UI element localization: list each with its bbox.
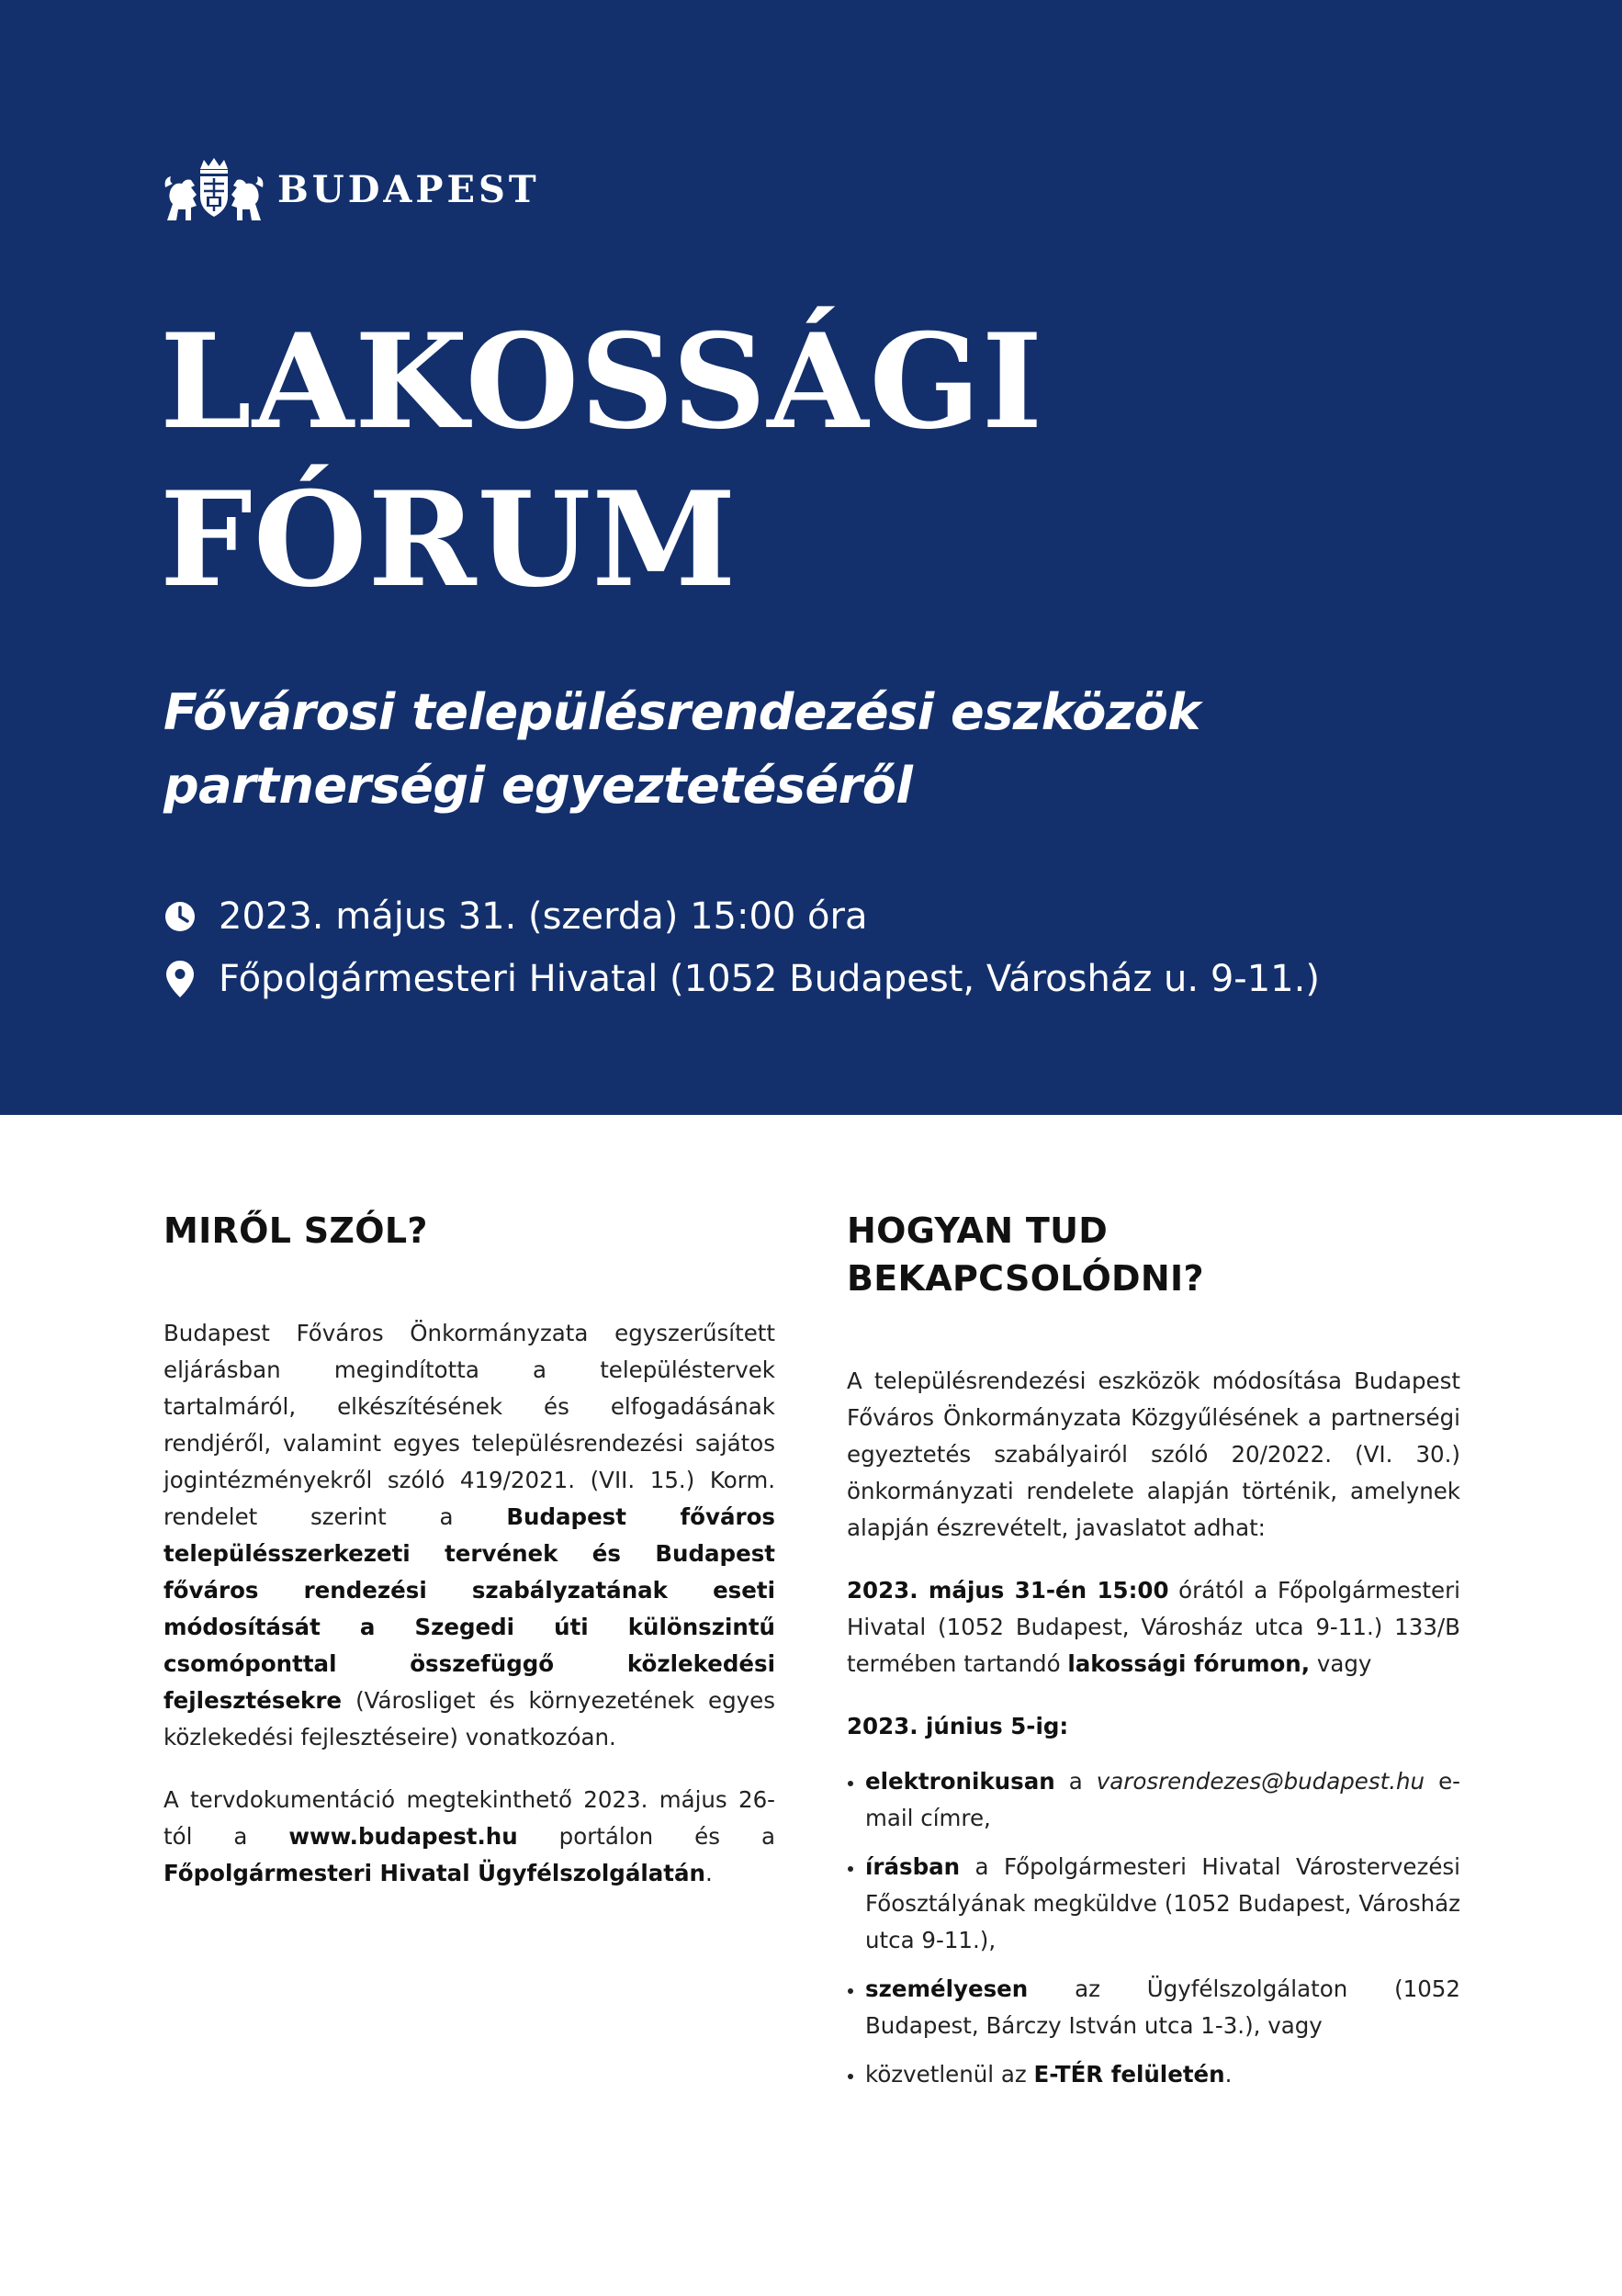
forum-label: lakossági fórumon, [1067,1650,1311,1677]
about-p2-mid: portálon és a [517,1823,775,1850]
method-label: írásban [865,1853,961,1880]
about-paragraph-1 [163,1315,775,1756]
about-p1-bold: Budapest főváros településszerkezeti tervének és Budapest főváros rendezési szabályzatának eseti módosítását a Szegedi úti különszintű csomóponttal összefüggő közlekedési fejlesztésekre [163,1503,775,1714]
hero-banner [0,0,1622,1115]
title-line-1: LAKOSSÁGI [160,306,1044,458]
about-section [163,1207,775,1918]
list-item [847,1763,1460,1837]
submission-methods-list [847,1763,1460,2093]
join-paragraph-2 [847,1572,1460,1683]
about-heading: MIRŐL SZÓL? [163,1210,428,1251]
about-p1-intro: Budapest Főváros Önkormányzata egyszerűsített eljárásban megindította a településtervek tartalmáról, elkészítésének és elfogadásának rendjéről, valamint egyes településrendezési sajátos jogintézményekről szóló 419/2021. (VII. 15.) Korm. rendelet szerint a [163,1320,775,1530]
join-heading: HOGYAN TUD BEKAPCSOLÓDNI? [847,1210,1204,1299]
join-p2-mid: órától a Főpolgármesteri Hivatal (1052 Budapest, Városház utca 9-11.) 133/B termében tartandó [847,1577,1460,1677]
method-rest: a Főpolgármesteri Hivatal Várostervezési Főosztályának megküldve (1052 Budapest, Városház utca 9-11.), [865,1853,1460,1953]
brand-name: BUDAPEST [277,168,540,211]
about-p2-bold: Főpolgármesteri Hivatal Ügyfélszolgálatán [163,1860,705,1886]
budapest-website-link[interactable]: www.budapest.hu [288,1823,518,1850]
deadline-text: 2023. június 5-ig: [847,1713,1069,1739]
subtitle-line-2: partnerségi egyeztetéséről [163,757,913,815]
title-line-2: FÓRUM [160,464,738,616]
about-p2-intro: A tervdokumentáció megtekinthető 2023. május 26-tól a [163,1786,775,1850]
join-paragraph-1: A településrendezési eszközök módosítása Budapest Főváros Önkormányzata Közgyűlésének a partnerségi egyeztetés szabályairól szóló 20/2022. (VI. 30.) önkormányzati rendelete alapján történik, amelynek alapján észrevételt, javaslatot adhat: [847,1367,1460,1541]
list-item [847,1971,1460,2044]
budapest-logo[interactable] [163,156,540,224]
join-p2-end: vagy [1310,1650,1372,1677]
event-date-text: 2023. május 31. (szerda) 15:00 óra [219,895,868,938]
about-paragraph-2 [163,1782,775,1892]
method-rest: az Ügyfélszolgálaton (1052 Budapest, Bárczy István utca 1-3.), vagy [865,1975,1460,2039]
page-title [160,303,1043,619]
about-p1-outro: (Városliget és környezetének egyes közlekedési fejlesztéseire) vonatkozóan. [163,1687,775,1750]
join-section [847,1207,1460,2105]
event-place-row [163,958,1320,1000]
email-link[interactable]: varosrendezes@budapest.hu [1096,1768,1425,1795]
location-pin-icon [163,961,197,997]
page-subtitle [163,676,1200,823]
subtitle-line-1: Fővárosi településrendezési eszközök [163,683,1200,741]
method-pre: közvetlenül az [865,2061,1034,2088]
event-date-row [163,895,868,938]
clock-icon [163,898,197,935]
budapest-coat-of-arms-icon [163,156,265,224]
list-item [847,1849,1460,1959]
deadline [847,1708,1460,1745]
method-label: elektronikusan [865,1768,1055,1795]
method-rest: e-mail címre, [865,1768,1461,1831]
forum-date: 2023. május 31-én 15:00 [847,1577,1169,1604]
method-label: személyesen [865,1975,1029,2002]
eter-link[interactable]: E-TÉR felületén [1033,2061,1225,2088]
method-end: . [1224,2061,1233,2088]
list-item [847,2056,1460,2093]
about-p2-end: . [704,1860,713,1886]
event-place-text: Főpolgármesteri Hivatal (1052 Budapest, Városház u. 9-11.) [219,958,1320,1000]
method-pre: a [1054,1768,1097,1795]
